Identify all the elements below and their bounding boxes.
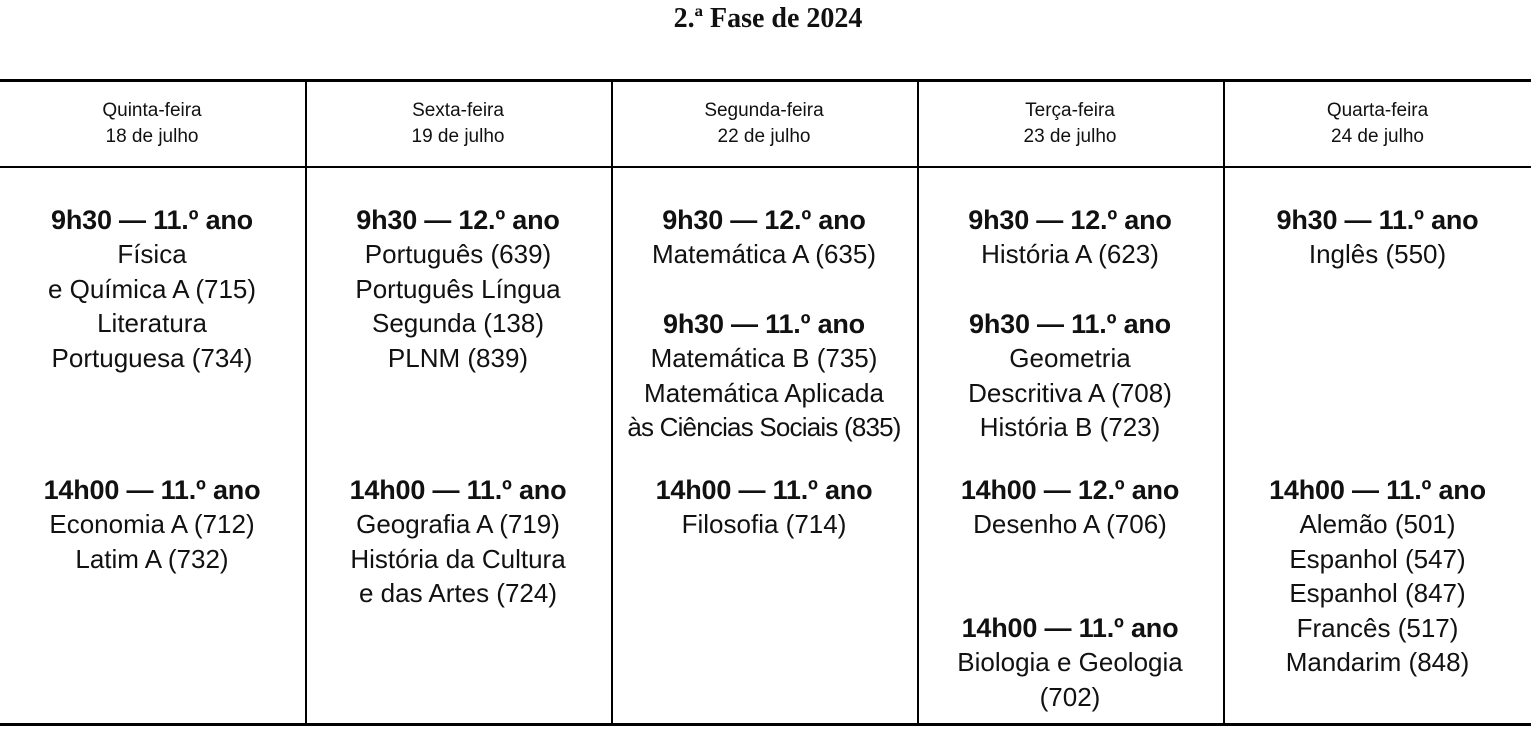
exam-subject: e Química A (715) xyxy=(47,273,257,304)
column-date: 18 de julho xyxy=(105,126,199,147)
exam-subject: Segunda (138) xyxy=(371,308,545,338)
session-time: 9h30 — 12.º ano xyxy=(662,205,866,235)
session-time: 14h00 — 11.º ano xyxy=(349,475,567,505)
exam-subject: Literatura xyxy=(97,308,207,338)
exam-subject: História da Cultura xyxy=(350,543,566,574)
exam-subject: Mandarim (848) xyxy=(1285,647,1470,677)
column-day: Sexta-feira xyxy=(412,100,504,121)
column-day: Quarta-feira xyxy=(1326,100,1429,121)
column-divider xyxy=(305,81,307,724)
exam-session xyxy=(2,473,302,576)
session-time: 14h00 — 12.º ano xyxy=(960,475,1180,505)
exam-subject: Matemática B (735) xyxy=(650,343,878,373)
exam-subject: (702) xyxy=(1039,681,1101,712)
exam-session xyxy=(920,307,1220,445)
header-separator-rule xyxy=(0,166,1531,168)
exam-subject: Latim A (732) xyxy=(75,543,229,574)
exam-subject: Português Língua xyxy=(355,273,561,304)
column-date: 22 de julho xyxy=(717,126,811,147)
column-date: 19 de julho xyxy=(411,126,505,147)
exam-session xyxy=(614,473,914,542)
exam-session xyxy=(920,611,1220,714)
exam-subject: PLNM (839) xyxy=(387,342,529,373)
exam-subject: Geografia A (719) xyxy=(356,509,560,539)
session-time: 14h00 — 11.º ano xyxy=(1269,475,1486,505)
exam-subject: Biologia e Geologia xyxy=(957,647,1183,677)
exam-subject: História A (623) xyxy=(981,239,1159,269)
exam-subject: Inglês (550) xyxy=(1308,239,1447,269)
column-day: Segunda-feira xyxy=(704,100,824,121)
exam-session xyxy=(614,307,914,445)
page-title: 2.ª Fase de 2024 xyxy=(673,3,863,34)
exam-subject: Espanhol (547) xyxy=(1289,543,1466,574)
exam-session xyxy=(1226,473,1529,680)
exam-subject: Física xyxy=(117,239,187,269)
exam-subject: Portuguesa (734) xyxy=(51,342,253,373)
exam-subject: Espanhol (847) xyxy=(1289,578,1466,608)
column-divider xyxy=(611,81,613,724)
session-time: 9h30 — 11.º ano xyxy=(969,309,1171,339)
exam-subject: e das Artes (724) xyxy=(359,578,557,608)
exam-subject: Desenho A (706) xyxy=(973,509,1167,539)
column-divider xyxy=(917,81,919,724)
column-divider xyxy=(1223,81,1225,724)
exam-subject: Economia A (712) xyxy=(49,509,255,539)
table-bottom-rule xyxy=(0,723,1531,726)
exam-subject: Geometria xyxy=(1009,343,1131,373)
exam-session xyxy=(2,203,302,375)
exam-session xyxy=(920,203,1220,272)
exam-subject: Português (639) xyxy=(364,239,552,269)
exam-subject: História B (723) xyxy=(979,412,1161,442)
session-time: 9h30 — 12.º ano xyxy=(356,205,560,235)
exam-subject: Filosofia (714) xyxy=(681,509,847,539)
column-date: 24 de julho xyxy=(1331,126,1424,147)
exam-subject: Matemática A (635) xyxy=(652,239,876,269)
exam-session xyxy=(308,473,608,611)
session-time: 9h30 — 12.º ano xyxy=(968,205,1172,235)
session-time: 9h30 — 11.º ano xyxy=(51,205,253,235)
column-day: Terça-feira xyxy=(1025,100,1115,121)
exam-session xyxy=(614,203,914,272)
exam-subject: às Ciências Sociais (835) xyxy=(627,412,901,442)
column-day: Quinta-feira xyxy=(102,100,202,121)
exam-session xyxy=(308,203,608,375)
session-time: 14h00 — 11.º ano xyxy=(961,613,1179,643)
exam-subject: Descritiva A (708) xyxy=(968,377,1172,408)
exam-subject: Francês (517) xyxy=(1296,612,1459,643)
session-time: 9h30 — 11.º ano xyxy=(663,309,865,339)
session-time: 14h00 — 11.º ano xyxy=(655,475,873,505)
exam-session xyxy=(920,473,1220,542)
exam-subject: Matemática Aplicada xyxy=(644,377,884,408)
exam-subject: Alemão (501) xyxy=(1299,509,1456,539)
session-time: 9h30 — 11.º ano xyxy=(1276,205,1479,235)
column-date: 23 de julho xyxy=(1023,126,1117,147)
session-time: 14h00 — 11.º ano xyxy=(43,475,261,505)
exam-session xyxy=(1226,203,1529,272)
table-top-rule xyxy=(0,79,1531,82)
